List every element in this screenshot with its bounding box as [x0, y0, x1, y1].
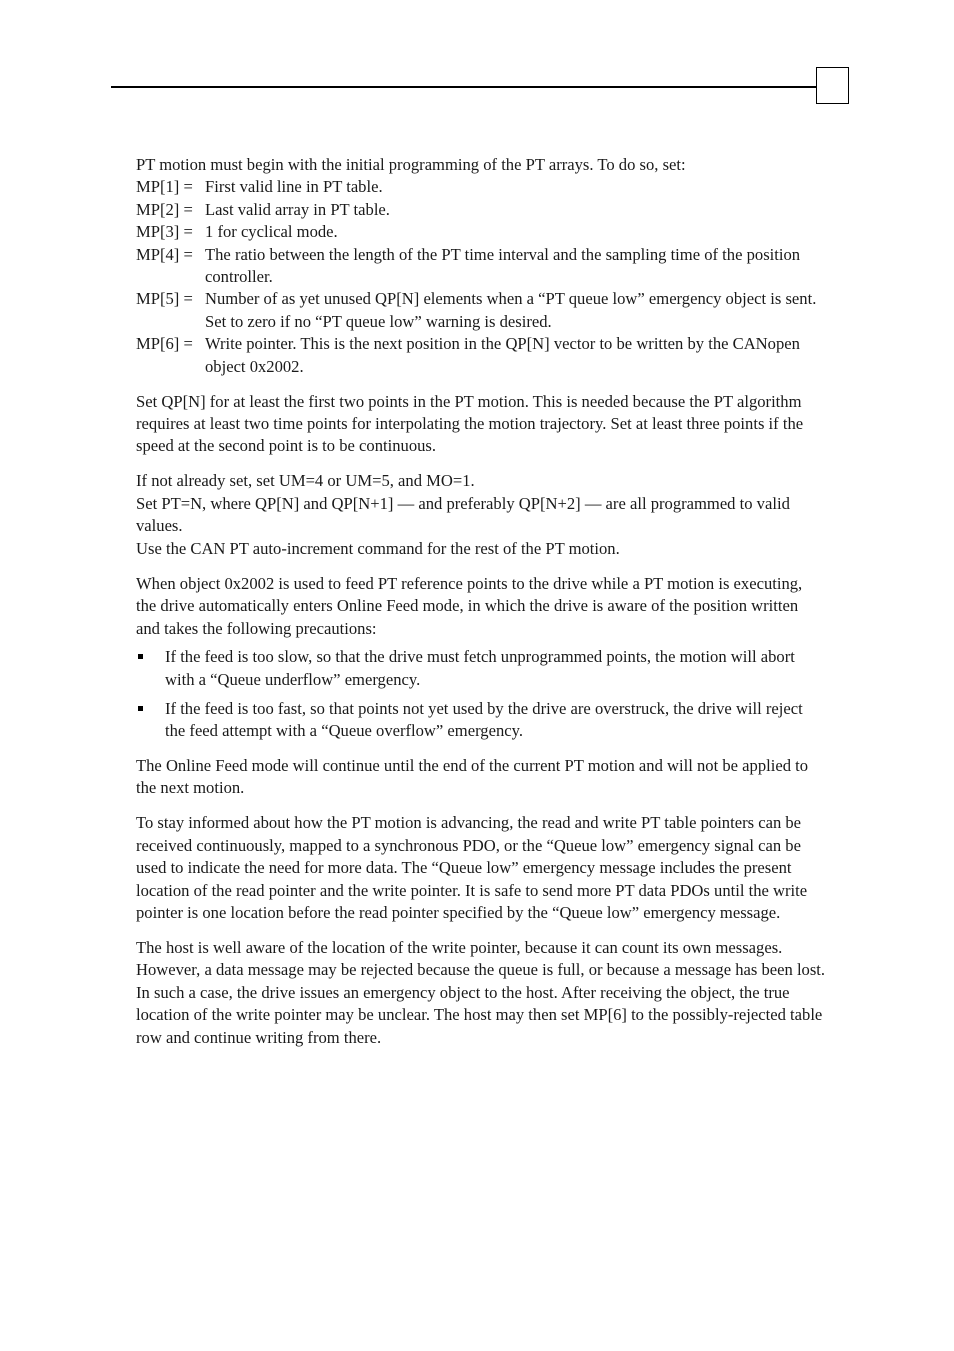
um-line: If not already set, set UM=4 or UM=5, and MO=1. [136, 471, 475, 491]
mp-value: First valid line in PT table. [205, 177, 383, 197]
bullet-icon [136, 646, 165, 691]
qp-paragraph: Set QP[N] for at least the first two points in the PT motion. This is needed because the PT algorithm requires at least two time points for interpolating the motion trajectory. Set at least three points if the speed at the second point is to be continuous. [136, 391, 804, 456]
mp-key: MP[4] = [136, 244, 193, 264]
mp-parameter-list [136, 176, 826, 378]
mp-value: Last valid array in PT table. [205, 199, 390, 219]
page-number-box [816, 67, 849, 104]
mp-item [136, 333, 826, 378]
mp-value: The ratio between the length of the PT time interval and the sampling time of the position controller. [205, 244, 801, 287]
mp-item [136, 288, 826, 333]
mp-key: MP[5] = [136, 289, 193, 309]
continue-paragraph: The Online Feed mode will continue until the end of the current PT motion and will not be applied to the next motion. [136, 755, 809, 798]
list-item [136, 698, 826, 743]
mp-value: Write pointer. This is the next position in the QP[N] vector to be written by the CANopen object 0x2002. [205, 334, 800, 376]
mp-item [136, 199, 826, 221]
mp-key: MP[6] = [136, 334, 193, 354]
header-rule [111, 86, 817, 88]
can-line: Use the CAN PT auto-increment command for the rest of the PT motion. [136, 538, 620, 558]
mp-item [136, 244, 826, 289]
mp-value: Number of as yet unused QP[N] elements when a “PT queue low” emergency object is sent. Set to zero if no “PT queue low” warning is desired. [205, 289, 817, 331]
mp-key: MP[1] = [136, 177, 193, 197]
mp-key: MP[2] = [136, 199, 193, 219]
pt-line: Set PT=N, where QP[N] and QP[N+1] — and preferably QP[N+2] — are all programmed to valid values. [136, 493, 790, 536]
mp-item [136, 221, 826, 243]
precautions-list [136, 646, 826, 742]
bullet-text: If the feed is too slow, so that the drive must fetch unprogrammed points, the motion will abort with a “Queue underflow” emergency. [165, 647, 795, 689]
bullet-icon [136, 698, 165, 743]
mp-key: MP[3] = [136, 222, 193, 242]
online-feed-paragraph: When object 0x2002 is used to feed PT reference points to the drive while a PT motion is executing, the drive automatically enters Online Feed mode, in which the drive is aware of the position written and takes the following precautions: [136, 573, 803, 638]
informed-paragraph: To stay informed about how the PT motion is advancing, the read and write PT table pointers can be received continuously, mapped to a synchronous PDO, or the “Queue low” emergency signal can be used to indicate the need for more data. The “Queue low” emergency message includes the present location of the read pointer and the write pointer. It is safe to send more PT data PDOs until the write pointer is one location before the read pointer specified by the “Queue low” emergency message. [136, 813, 808, 922]
intro-paragraph: PT motion must begin with the initial programming of the PT arrays. To do so, set: [136, 155, 686, 174]
document-body [136, 154, 826, 1049]
mp-value: 1 for cyclical mode. [205, 222, 338, 242]
host-paragraph: The host is well aware of the location of the write pointer, because it can count its own messages. However, a data message may be rejected because the queue is full, or because a message has been lost. In such a case, the drive issues an emergency object to the host. After receiving the object, the true location of the write pointer may be unclear. The host may then set MP[6] to the possibly-rejected table row and continue writing from there. [136, 937, 826, 1047]
mp-item [136, 176, 826, 198]
bullet-text: If the feed is too fast, so that points not yet used by the drive are overstruck, the drive will reject the feed attempt with a “Queue overflow” emergency. [165, 698, 803, 740]
list-item [136, 646, 826, 691]
